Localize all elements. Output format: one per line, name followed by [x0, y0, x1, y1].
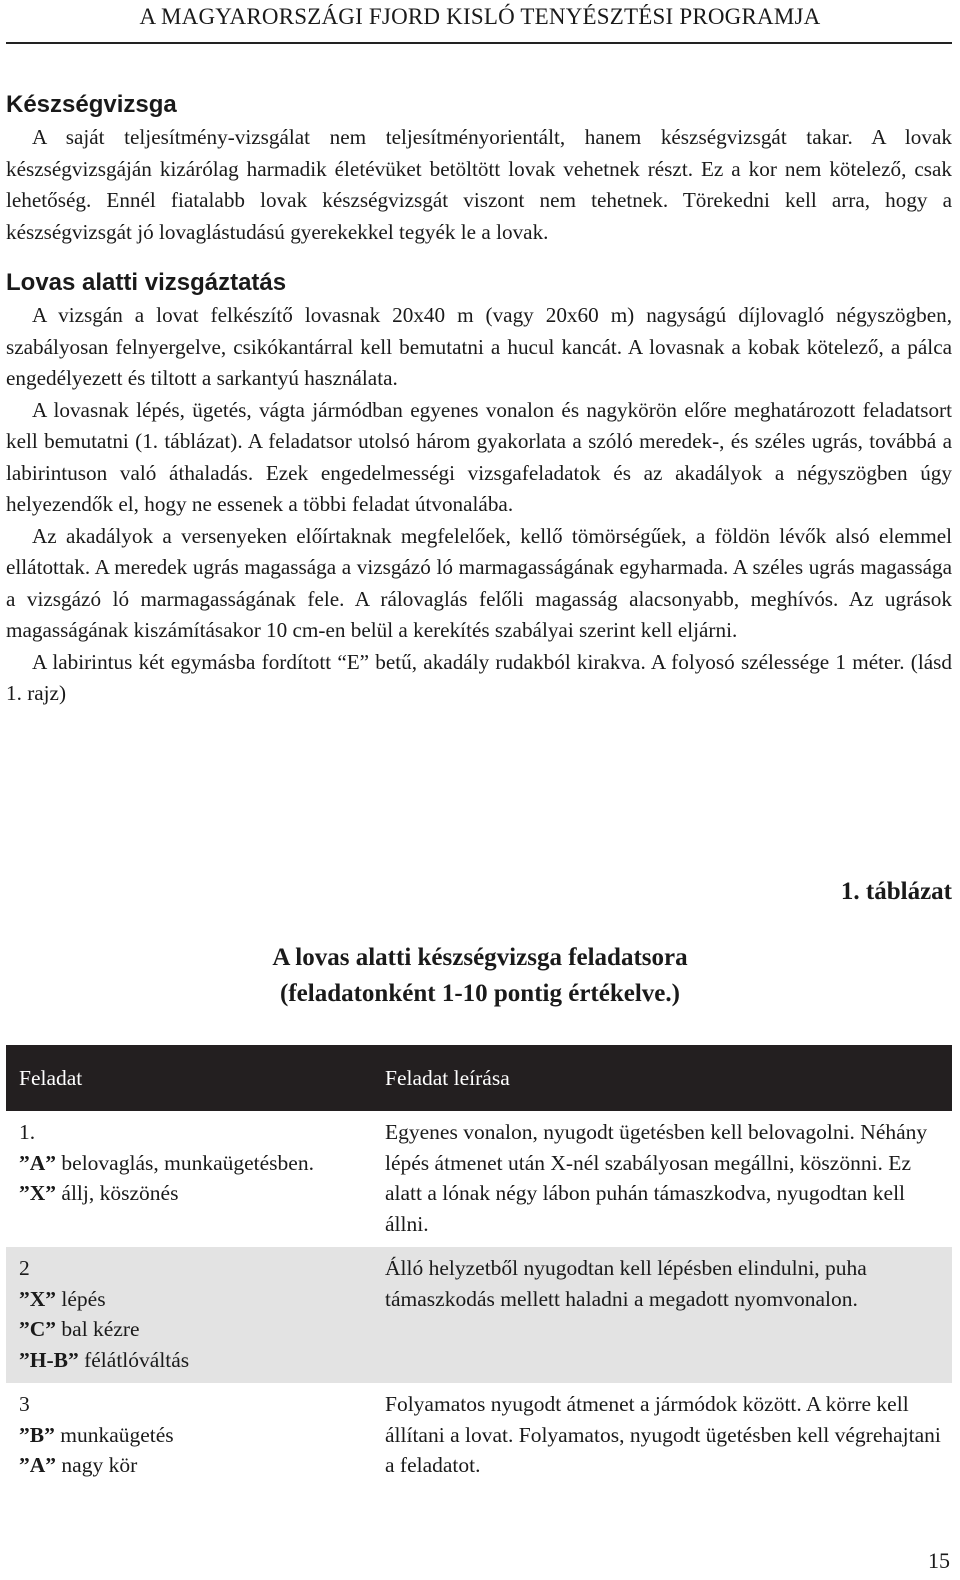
task-step — [19, 1148, 364, 1179]
page-number: 15 — [928, 1548, 950, 1573]
task-step-text: nagy kör — [56, 1453, 138, 1477]
arena-letter: ”A” — [19, 1453, 57, 1477]
paragraph: A lovasnak lépés, ügetés, vágta jármódban egyenes vonalon és nagykörön előre meghatározott feladatsort kell bemutatni (1. táblázat). A feladatsor utolsó három gyakorlata a szóló meredek-, és széles ugrás, továbbá a labirintuson való áthaladás. Ezek engedelmességi vizsgafeladatok és az akadályok a négyszögben úgy helyezendők el, hogy ne essenek a többi feladat útvonalába. — [6, 397, 952, 516]
task-number: 2 — [19, 1256, 30, 1280]
task-step — [19, 1420, 364, 1451]
task-step — [19, 1345, 364, 1376]
task-number: 3 — [19, 1392, 30, 1416]
table-row — [6, 1247, 952, 1383]
arena-letter: ”X” — [19, 1181, 57, 1205]
column-header-description: Feladat leírása — [372, 1045, 952, 1111]
task-step-text: állj, köszönés — [56, 1181, 179, 1205]
task-number: 1. — [19, 1120, 36, 1144]
task-step — [19, 1178, 364, 1209]
task-cell — [6, 1247, 372, 1383]
task-step-text: bal kézre — [56, 1317, 140, 1341]
table-row — [6, 1111, 952, 1247]
description-cell: Álló helyzetből nyugodtan kell lépésben elindulni, puha támaszkodás mellett haladni a megadott nyomvonalon. — [372, 1247, 952, 1383]
table-title — [0, 940, 960, 1012]
header-rule — [6, 42, 952, 44]
task-step-text: belovaglás, munkaügetésben. — [56, 1150, 314, 1175]
arena-letter: ”A” — [19, 1150, 57, 1175]
running-header: A MAGYARORSZÁGI FJORD KISLÓ TENYÉSZTÉSI PROGRAMJA — [139, 4, 821, 29]
column-header-task: Feladat — [6, 1045, 372, 1111]
table-caption: 1. táblázat — [840, 878, 952, 905]
task-step-text: munkaügetés — [54, 1422, 174, 1447]
task-table — [6, 1045, 952, 1489]
task-cell — [6, 1111, 372, 1247]
arena-letter: ”H-B” — [19, 1347, 79, 1372]
description-cell: Egyenes vonalon, nyugodt ügetésben kell belovagolni. Néhány lépés átmenet után X-nél szabályosan megállni, köszönni. Ez alatt a lónak négy lábon puhán támaszkodva, nyugodtan kell állni. — [385, 1120, 928, 1236]
section-heading-lovas-alatti: Lovas alatti vizsgáztatás — [6, 269, 287, 296]
task-step — [19, 1450, 364, 1481]
paragraph: A vizsgán a lovat felkészítő lovasnak 20x40 m (vagy 20x60 m) nagyságú díjlovagló négyszögben, szabályosan felnyergelve, csikókantárral kell bemutatni a hucul kancát. A lovasnak a kobak kötelező, a pálca engedélyezett és tiltott a sarkantyú használata. — [6, 303, 952, 390]
task-step — [19, 1284, 364, 1315]
task-step — [19, 1314, 364, 1345]
table-header-row — [6, 1045, 952, 1111]
task-cell — [6, 1383, 372, 1489]
body-text — [6, 88, 952, 710]
arena-letter: ”B” — [19, 1422, 55, 1447]
arena-letter: ”C” — [19, 1317, 57, 1341]
arena-letter: ”X” — [19, 1286, 57, 1311]
paragraph: A saját teljesítmény-vizsgálat nem teljesítményorientált, hanem készségvizsgát takar. A lovak készségvizsgáján kizárólag harmadik életévüket betöltött lovak vehetnek részt. Ez a kor nem kötelező, csak lehetőség. Ennél fiatalabb lovak készségvizsgát viszont nem tehetnek. Törekedni kell arra, hogy a készségvizsgát jó lovaglástudású gyerekekkel tegyék le a lovak. — [6, 125, 952, 244]
table-row — [6, 1383, 952, 1489]
table-title-line2: (feladatonként 1-10 pontig értékelve.) — [280, 980, 680, 1007]
table-title-line1: A lovas alatti készségvizsga feladatsora — [272, 944, 688, 971]
paragraph: Az akadályok a versenyeken előírtaknak megfelelőek, kellő tömörségűek, a földön lévők alsó elemmel ellátottak. A meredek ugrás magassága a vizsgázó ló marmagasságának egyharmada. A széles ugrás magassága a vizsgázó ló marmagasságának fele. A rálovaglás felőli magasság alacsonyabb, meghívós. Az ugrások magasságának kiszámításakor 10 cm-en belül a kerekítés szabályai szerint kell eljárni. — [6, 523, 952, 642]
task-step-text: lépés — [56, 1286, 106, 1311]
task-step-text: félátlóváltás — [78, 1347, 190, 1372]
description-cell: Folyamatos nyugodt átmenet a jármódok között. A körre kell állítani a lovat. Folyamatos, nyugodt ügetésben kell végrehajtani a feladatot. — [385, 1392, 941, 1477]
paragraph: A labirintus két egymásba fordított “E” betű, akadály rudakból kirakva. A folyosó szélessége 1 méter. (lásd 1. rajz) — [6, 649, 952, 705]
section-heading-keszsegvizsga: Készségvizsga — [6, 91, 177, 118]
